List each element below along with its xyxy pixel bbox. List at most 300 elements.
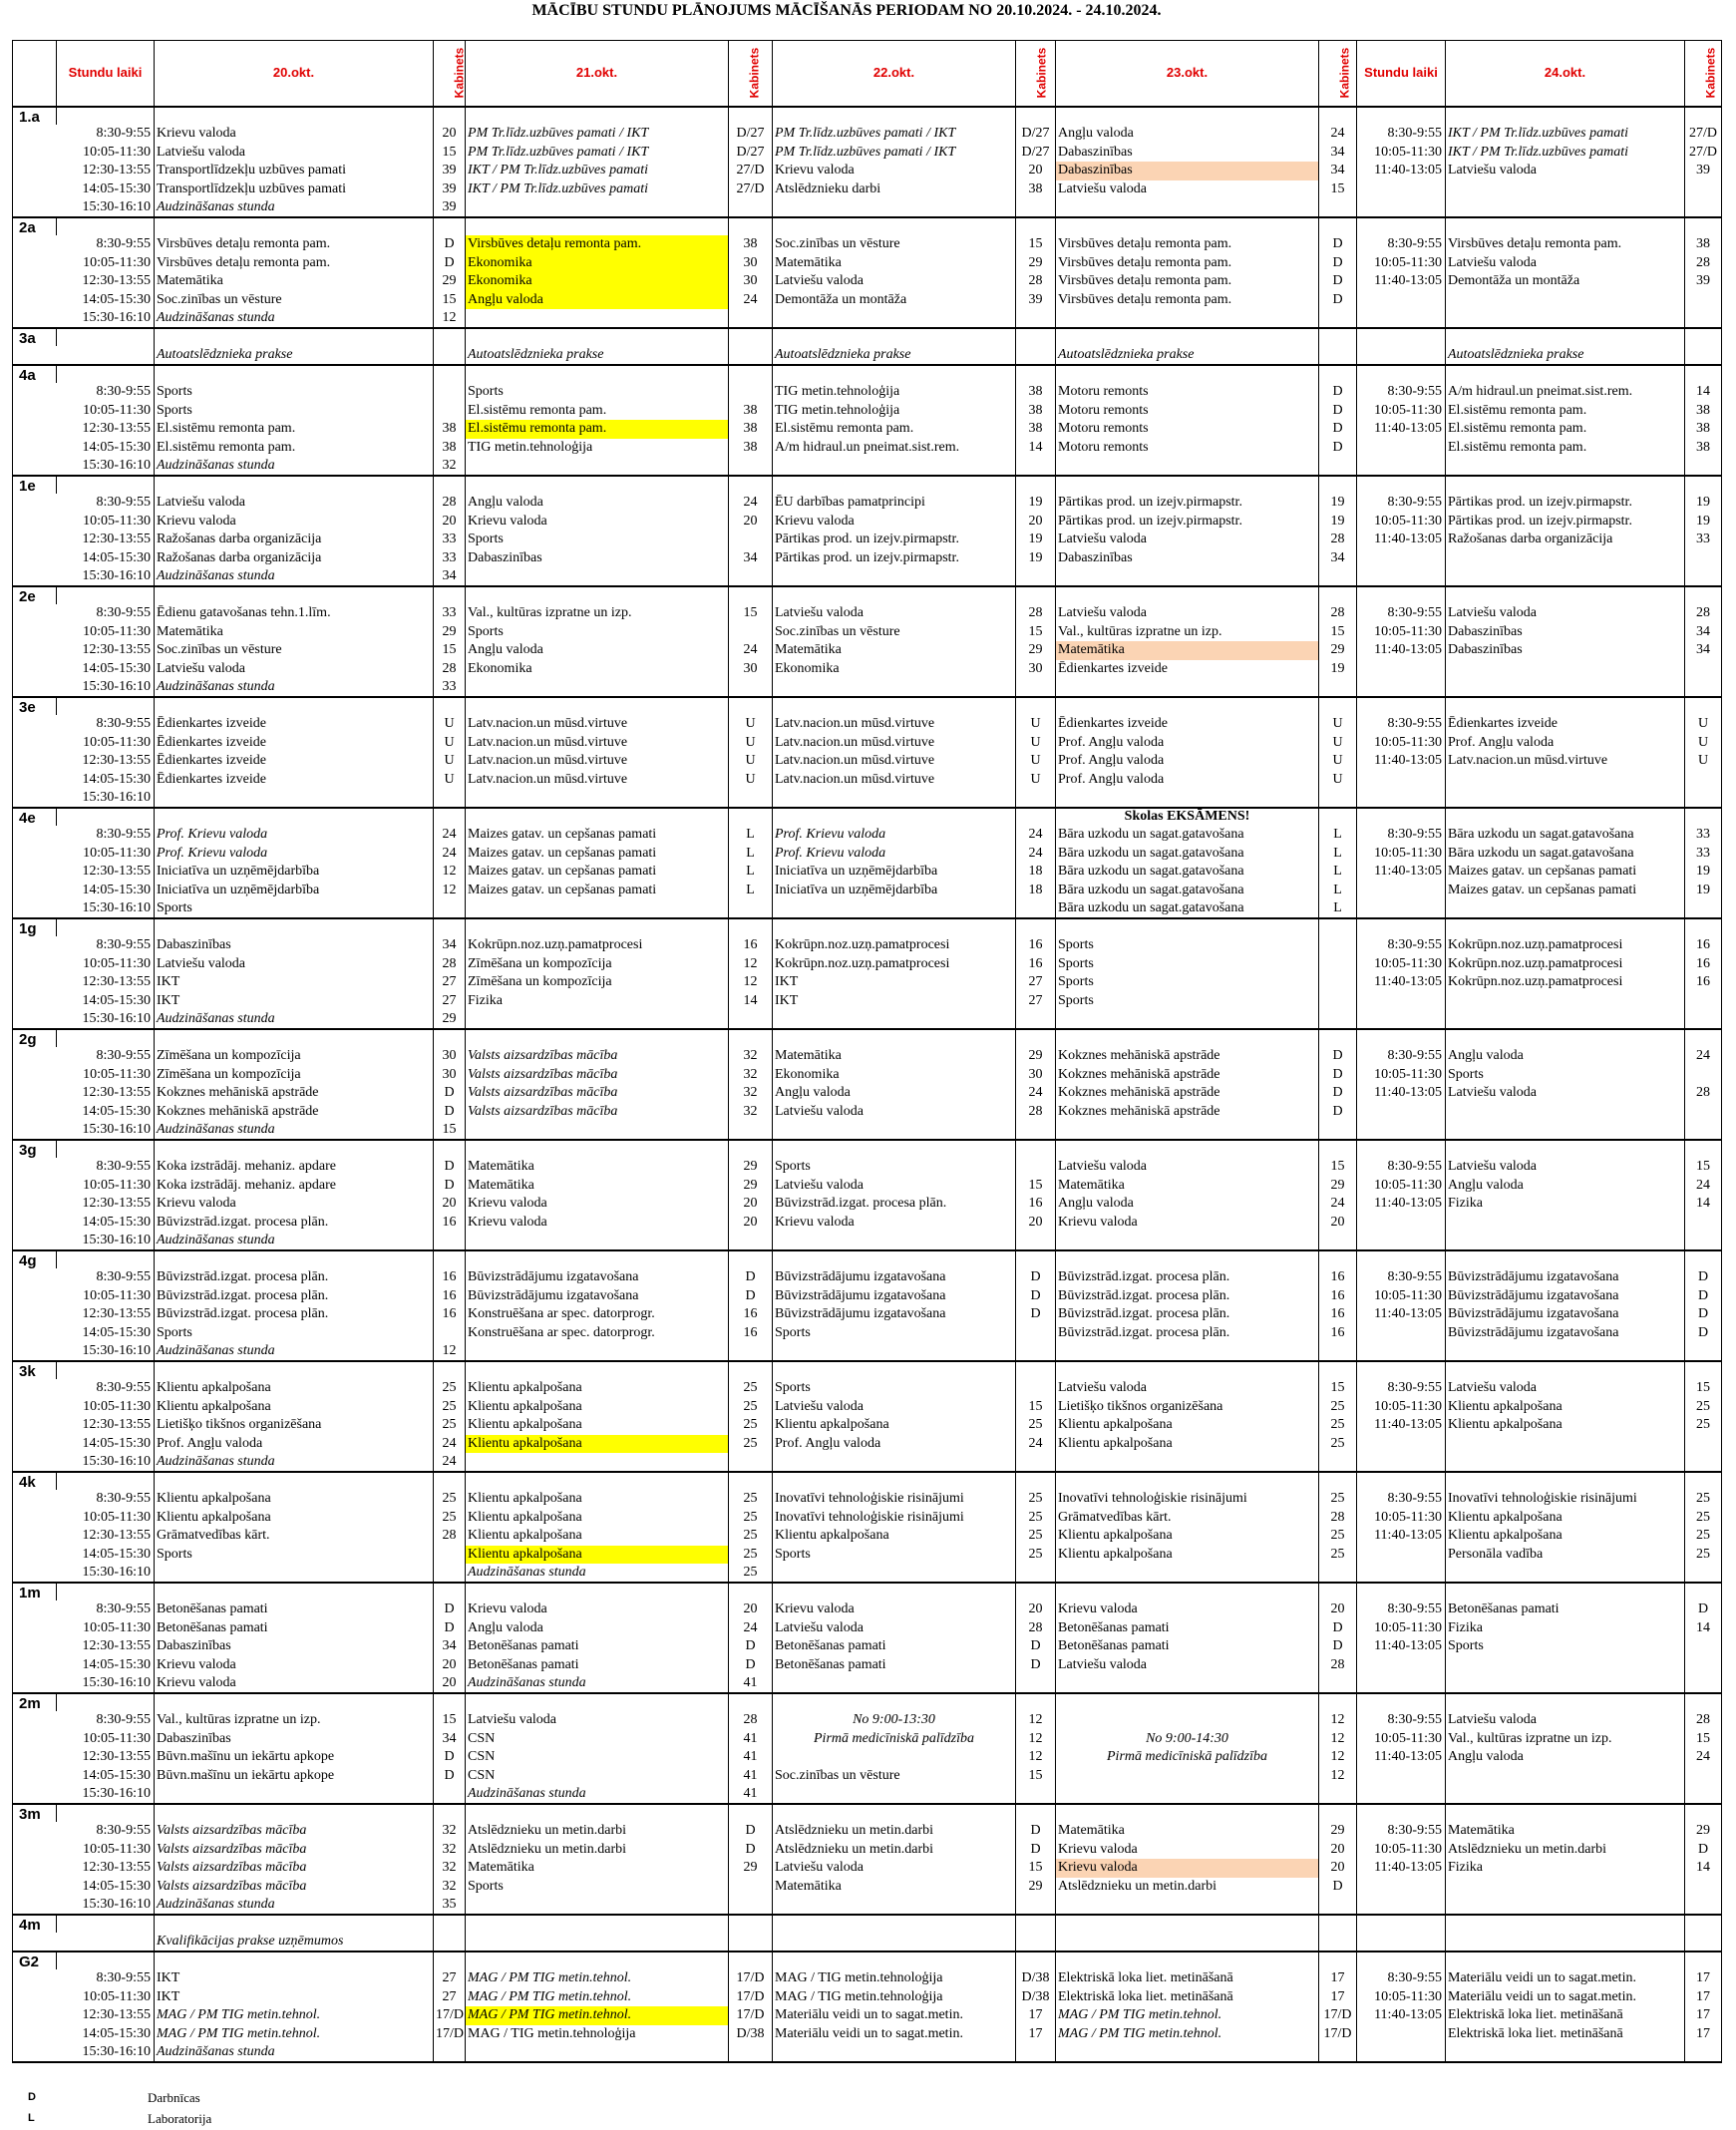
room-23-cell [1319, 1896, 1357, 1915]
group-header-cell [1357, 1472, 1446, 1491]
group-header-cell [1685, 1361, 1722, 1380]
group-spacer [13, 1047, 57, 1066]
room-20-cell: D [434, 1084, 466, 1103]
room-22-cell: 12 [1016, 1711, 1056, 1730]
group-header-cell [773, 328, 1016, 347]
room-22-cell: 24 [1016, 826, 1056, 845]
lesson-21-cell: MAG / PM TIG metin.tehnol. [466, 1969, 729, 1988]
lesson-20-cell: Valsts aizsardzības mācība [155, 1822, 434, 1841]
lesson-20-cell: Ēdienkartes izveide [155, 752, 434, 771]
lesson-24-cell: Maizes gatav. un cepšanas pamati [1446, 863, 1685, 882]
room-23-cell [1319, 457, 1357, 476]
room-22-cell: 27 [1016, 992, 1056, 1011]
lesson-23-cell: Bāra uzkodu un sagat.gatavošana [1056, 863, 1319, 882]
time-cell: 10:05-11:30 [57, 845, 155, 864]
time-cell: 10:05-11:30 [57, 1287, 155, 1306]
time-24-cell: 10:05-11:30 [1357, 144, 1446, 163]
group-header-cell [1056, 1693, 1319, 1712]
lesson-23-cell: Pārtikas prod. un izejv.pirmapstr. [1056, 513, 1319, 532]
room-22-cell: 28 [1016, 604, 1056, 623]
time-cell: 15:30-16:10 [57, 1232, 155, 1250]
lesson-24-cell: El.sistēmu remonta pam. [1446, 439, 1685, 458]
lesson-23-cell: No 9:00-14:30 [1056, 1730, 1319, 1749]
lesson-20-cell: Iniciatīva un uzņēmējdarbība [155, 863, 434, 882]
lesson-22-cell: MAG / TIG metin.tehnoloģija [773, 1988, 1016, 2007]
group-header-cell [1319, 1140, 1357, 1159]
room-24-cell: 15 [1685, 1158, 1722, 1177]
group-header-row [13, 1472, 1722, 1491]
lesson-23-cell: Bāra uzkodu un sagat.gatavošana [1056, 826, 1319, 845]
time-24-cell: 11:40-13:05 [1357, 162, 1446, 180]
room-24-cell [1685, 1878, 1722, 1897]
room-22-cell: 24 [1016, 1084, 1056, 1103]
lesson-20-cell: Būvizstrād.izgat. procesa plān. [155, 1214, 434, 1233]
lesson-22-cell [773, 198, 1016, 217]
time-24-cell [1357, 346, 1446, 365]
group-header-cell [434, 1915, 466, 1934]
room-22-cell: 15 [1016, 1859, 1056, 1878]
time-24-cell: 11:40-13:05 [1357, 420, 1446, 439]
lesson-22-cell: Krievu valoda [773, 1214, 1016, 1233]
lesson-21-cell: TIG metin.tehnoloģija [466, 439, 729, 458]
lesson-21-cell: Krievu valoda [466, 1600, 729, 1619]
room-22-cell: 28 [1016, 1619, 1056, 1638]
group-header-row [13, 328, 1722, 347]
time-24-cell: 11:40-13:05 [1357, 752, 1446, 771]
room-20-cell: 15 [434, 1711, 466, 1730]
lesson-22-cell [773, 1453, 1016, 1472]
legend-code: L [28, 2112, 35, 2124]
time-cell: 12:30-13:55 [57, 1748, 155, 1767]
room-22-cell: D [1016, 1305, 1056, 1324]
group-header-cell [1056, 1250, 1319, 1269]
lesson-22-cell: Latviešu valoda [773, 272, 1016, 291]
group-header-cell [1446, 365, 1685, 384]
room-23-cell [1319, 1933, 1357, 1952]
room-20-cell: 20 [434, 1674, 466, 1693]
group-spacer [13, 1490, 57, 1509]
time-cell: 8:30-9:55 [57, 1600, 155, 1619]
room-20-cell: 27 [434, 1969, 466, 1988]
lesson-24-cell: Klientu apkalpošana [1446, 1416, 1685, 1435]
lesson-20-cell: Prof. Angļu valoda [155, 1435, 434, 1454]
group-header-cell [1319, 107, 1357, 126]
group-header-cell [466, 918, 729, 937]
group-spacer [13, 1564, 57, 1583]
group-header-cell [729, 217, 773, 236]
schedule-row [13, 826, 1722, 845]
group-header-cell [466, 1693, 729, 1712]
lesson-22-cell: Materiālu veidi un to sagat.metin. [773, 2025, 1016, 2044]
lesson-22-cell: A/m hidraul.un pneimat.sist.rem. [773, 439, 1016, 458]
header-time-1: Stundu laiki [57, 41, 155, 107]
room-21-cell: 34 [729, 549, 773, 568]
room-21-cell: 24 [729, 641, 773, 660]
group-header-cell [773, 1361, 1016, 1380]
lesson-23-cell: Kokznes mehāniskā apstrāde [1056, 1103, 1319, 1122]
schedule-row [13, 1841, 1722, 1860]
group-header-cell [1685, 1583, 1722, 1601]
room-20-cell: 32 [434, 1878, 466, 1897]
room-21-cell: 27/D [729, 180, 773, 199]
room-22-cell: D [1016, 1268, 1056, 1287]
lesson-21-cell [466, 1453, 729, 1472]
group-header-cell [1357, 1952, 1446, 1970]
group-spacer [13, 1711, 57, 1730]
lesson-20-cell: Krievu valoda [155, 125, 434, 144]
lesson-21-cell: Zīmēšana un kompozīcija [466, 955, 729, 974]
room-24-cell: D [1685, 1600, 1722, 1619]
lesson-23-cell: Dabaszinības [1056, 144, 1319, 163]
room-21-cell [729, 198, 773, 217]
lesson-21-cell [466, 2043, 729, 2062]
group-header-cell [434, 1583, 466, 1601]
group-header-cell [155, 808, 434, 827]
lesson-22-cell: Matemātika [773, 1878, 1016, 1897]
group-header-cell [466, 1361, 729, 1380]
time-cell: 8:30-9:55 [57, 1490, 155, 1509]
lesson-20-cell: Kokznes mehāniskā apstrāde [155, 1103, 434, 1122]
lesson-20-cell: Virsbūves detaļu remonta pam. [155, 254, 434, 273]
room-22-cell: 18 [1016, 882, 1056, 900]
group-label: 4g [13, 1250, 57, 1269]
room-22-cell: 16 [1016, 936, 1056, 955]
room-21-cell: U [729, 715, 773, 734]
lesson-22-cell: Pārtikas prod. un izejv.pirmapstr. [773, 531, 1016, 549]
lesson-23-cell: Kokznes mehāniskā apstrāde [1056, 1084, 1319, 1103]
group-header-cell [434, 1952, 466, 1970]
lesson-20-cell: Audzināšanas stunda [155, 1342, 434, 1361]
room-23-cell: 19 [1319, 513, 1357, 532]
room-20-cell [434, 1564, 466, 1583]
time-24-cell [1357, 1656, 1446, 1675]
room-20-cell: 16 [434, 1305, 466, 1324]
time-24-cell: 8:30-9:55 [1357, 1822, 1446, 1841]
group-header-cell [1685, 1250, 1722, 1269]
lesson-24-cell: Latviešu valoda [1446, 1711, 1685, 1730]
room-24-cell: 19 [1685, 494, 1722, 513]
room-22-cell: U [1016, 734, 1056, 753]
room-24-cell: 27/D [1685, 125, 1722, 144]
room-24-cell [1685, 1066, 1722, 1085]
group-header-cell [434, 107, 466, 126]
room-24-cell: 29 [1685, 1822, 1722, 1841]
group-header-cell [155, 1804, 434, 1823]
room-21-cell: 38 [729, 420, 773, 439]
group-header-cell [466, 697, 729, 716]
lesson-20-cell: Grāmatvedības kārt. [155, 1527, 434, 1546]
time-24-cell [1357, 1435, 1446, 1454]
room-20-cell: 24 [434, 845, 466, 864]
group-spacer [13, 1232, 57, 1250]
room-20-cell: 15 [434, 144, 466, 163]
room-21-cell: 25 [729, 1490, 773, 1509]
lesson-20-cell: Audzināšanas stunda [155, 2043, 434, 2062]
room-22-cell: D/27 [1016, 125, 1056, 144]
group-spacer [13, 420, 57, 439]
group-label: 3k [13, 1361, 57, 1380]
time-cell: 15:30-16:10 [57, 309, 155, 328]
room-20-cell [434, 383, 466, 402]
group-spacer [13, 1859, 57, 1878]
room-21-cell: L [729, 826, 773, 845]
group-header-cell [729, 808, 773, 827]
time-24-cell: 10:05-11:30 [1357, 254, 1446, 273]
lesson-24-cell: Materiālu veidi un to sagat.metin. [1446, 1988, 1685, 2007]
lesson-21-cell: Angļu valoda [466, 494, 729, 513]
lesson-21-cell: Klientu apkalpošana [466, 1509, 729, 1528]
time-24-cell: 10:05-11:30 [1357, 1509, 1446, 1528]
room-20-cell: 33 [434, 678, 466, 697]
group-spacer [13, 513, 57, 532]
lesson-21-cell [466, 1010, 729, 1029]
time-cell: 12:30-13:55 [57, 1637, 155, 1656]
lesson-20-cell: Latviešu valoda [155, 660, 434, 679]
room-22-cell [1016, 1785, 1056, 1804]
time-24-cell: 11:40-13:05 [1357, 1195, 1446, 1214]
room-21-cell: 25 [729, 1398, 773, 1417]
group-header-cell [57, 1804, 155, 1823]
schedule-row [13, 973, 1722, 992]
room-24-cell [1685, 1453, 1722, 1472]
lesson-20-cell: Zīmēšana un kompozīcija [155, 1066, 434, 1085]
group-label: 1m [13, 1583, 57, 1601]
room-20-cell: 39 [434, 198, 466, 217]
room-20-cell: U [434, 715, 466, 734]
group-header-cell [1685, 697, 1722, 716]
group-spacer [13, 863, 57, 882]
lesson-21-cell: Betonēšanas pamati [466, 1637, 729, 1656]
time-cell: 14:05-15:30 [57, 439, 155, 458]
lesson-22-cell: Kokrūpn.noz.uzņ.pamatprocesi [773, 936, 1016, 955]
lesson-21-cell: Klientu apkalpošana [466, 1398, 729, 1417]
time-cell: 8:30-9:55 [57, 1822, 155, 1841]
time-24-cell: 11:40-13:05 [1357, 1527, 1446, 1546]
time-24-cell: 8:30-9:55 [1357, 1047, 1446, 1066]
lesson-20-cell [155, 789, 434, 808]
room-22-cell: 38 [1016, 420, 1056, 439]
room-23-cell: 28 [1319, 1656, 1357, 1675]
group-label: 1g [13, 918, 57, 937]
lesson-20-cell: Betonēšanas pamati [155, 1619, 434, 1638]
lesson-23-cell: Motoru remonts [1056, 439, 1319, 458]
group-spacer [13, 1896, 57, 1915]
room-21-cell [729, 678, 773, 697]
lesson-23-cell: Krievu valoda [1056, 1600, 1319, 1619]
lesson-21-cell [466, 1232, 729, 1250]
lesson-20-cell: Matemātika [155, 623, 434, 642]
group-spacer [13, 254, 57, 273]
room-24-cell: D [1685, 1305, 1722, 1324]
time-cell: 10:05-11:30 [57, 402, 155, 421]
room-21-cell [729, 1878, 773, 1897]
room-23-cell: D [1319, 1619, 1357, 1638]
group-header-cell [434, 808, 466, 827]
schedule-row [13, 882, 1722, 900]
room-21-cell: 25 [729, 1416, 773, 1435]
lesson-20-cell: Ēdienkartes izveide [155, 771, 434, 790]
time-24-cell: 11:40-13:05 [1357, 1084, 1446, 1103]
group-spacer [13, 734, 57, 753]
schedule-row [13, 734, 1722, 753]
lesson-23-cell: Kokznes mehāniskā apstrāde [1056, 1066, 1319, 1085]
room-21-cell: 20 [729, 1214, 773, 1233]
schedule-row [13, 180, 1722, 199]
time-24-cell: 11:40-13:05 [1357, 863, 1446, 882]
group-header-row [13, 1952, 1722, 1970]
time-cell: 15:30-16:10 [57, 1342, 155, 1361]
lesson-24-cell: Elektriskā loka liet. metināšanā [1446, 2025, 1685, 2044]
lesson-21-cell: Audzināšanas stunda [466, 1785, 729, 1804]
group-header-cell [1016, 1472, 1056, 1491]
room-24-cell [1685, 1103, 1722, 1122]
lesson-22-cell [773, 1232, 1016, 1250]
room-22-cell: 38 [1016, 402, 1056, 421]
room-23-cell: 15 [1319, 180, 1357, 199]
lesson-24-cell: Būvizstrādājumu izgatavošana [1446, 1268, 1685, 1287]
room-20-cell: 34 [434, 1637, 466, 1656]
lesson-24-cell [1446, 1785, 1685, 1804]
room-22-cell: 20 [1016, 162, 1056, 180]
time-24-cell [1357, 549, 1446, 568]
lesson-23-cell: Latviešu valoda [1056, 1656, 1319, 1675]
group-header-cell [466, 1952, 729, 1970]
room-22-cell [1016, 899, 1056, 918]
lesson-22-cell: No 9:00-13:30 [773, 1711, 1016, 1730]
lesson-24-cell: Bāra uzkodu un sagat.gatavošana [1446, 845, 1685, 864]
group-header-cell [1446, 697, 1685, 716]
lesson-24-cell [1446, 198, 1685, 217]
group-spacer [13, 162, 57, 180]
lesson-21-cell: Matemātika [466, 1158, 729, 1177]
group-spacer [13, 1066, 57, 1085]
room-24-cell: 25 [1685, 1398, 1722, 1417]
room-22-cell [1016, 1896, 1056, 1915]
schedule-row [13, 1785, 1722, 1804]
time-24-cell [1357, 992, 1446, 1011]
room-24-cell: 39 [1685, 162, 1722, 180]
exam-note: Skolas EKSĀMENS! [1056, 808, 1319, 827]
time-cell: 12:30-13:55 [57, 641, 155, 660]
group-spacer [13, 936, 57, 955]
lesson-22-cell: Ekonomika [773, 660, 1016, 679]
group-header-cell [1319, 476, 1357, 495]
lesson-23-cell: Krievu valoda [1056, 1859, 1319, 1878]
room-21-cell: 30 [729, 660, 773, 679]
legend-item [28, 2087, 211, 2108]
schedule-row [13, 1637, 1722, 1656]
room-22-cell: 17 [1016, 2006, 1056, 2025]
lesson-24-cell: Demontāža un montāža [1446, 272, 1685, 291]
room-23-cell: 25 [1319, 1416, 1357, 1435]
room-24-cell: 14 [1685, 1619, 1722, 1638]
group-spacer [13, 678, 57, 697]
group-header-cell [434, 1140, 466, 1159]
group-header-cell [434, 476, 466, 495]
room-21-cell: 16 [729, 1305, 773, 1324]
room-20-cell: D [434, 235, 466, 254]
room-23-cell: 16 [1319, 1287, 1357, 1306]
group-spacer [13, 180, 57, 199]
room-20-cell: D [434, 1177, 466, 1196]
room-20-cell: 17/D [434, 2025, 466, 2044]
room-23-cell: 16 [1319, 1268, 1357, 1287]
header-day-20: 20.okt. [155, 41, 434, 107]
lesson-24-cell: Materiālu veidi un to sagat.metin. [1446, 1969, 1685, 1988]
group-spacer [13, 1619, 57, 1638]
time-cell: 8:30-9:55 [57, 125, 155, 144]
lesson-23-cell [1056, 457, 1319, 476]
lesson-20-cell: Krievu valoda [155, 1674, 434, 1693]
room-23-cell: 25 [1319, 1398, 1357, 1417]
group-header-cell [773, 1472, 1016, 1491]
schedule-row [13, 1232, 1722, 1250]
time-24-cell: 10:05-11:30 [1357, 513, 1446, 532]
room-24-cell [1685, 346, 1722, 365]
room-21-cell: 25 [729, 1564, 773, 1583]
group-header-cell [57, 365, 155, 384]
time-cell: 12:30-13:55 [57, 2006, 155, 2025]
group-header-cell [1357, 217, 1446, 236]
lesson-22-cell: Latviešu valoda [773, 604, 1016, 623]
group-header-cell [773, 586, 1016, 605]
lesson-23-cell [1056, 567, 1319, 586]
group-header-cell [1685, 1472, 1722, 1491]
room-24-cell [1685, 1564, 1722, 1583]
room-24-cell: 25 [1685, 1509, 1722, 1528]
group-spacer [13, 1453, 57, 1472]
room-22-cell [1016, 1453, 1056, 1472]
header-room-4: Kabinets [1319, 41, 1357, 107]
room-21-cell: U [729, 752, 773, 771]
lesson-21-cell: Krievu valoda [466, 513, 729, 532]
lesson-22-cell [773, 678, 1016, 697]
room-24-cell [1685, 1656, 1722, 1675]
lesson-24-cell: Maizes gatav. un cepšanas pamati [1446, 882, 1685, 900]
legend-code: D [28, 2091, 36, 2103]
room-22-cell: D/27 [1016, 144, 1056, 163]
room-23-cell [1319, 198, 1357, 217]
time-cell: 8:30-9:55 [57, 715, 155, 734]
time-24-cell [1357, 1878, 1446, 1897]
room-20-cell: 33 [434, 531, 466, 549]
group-spacer [13, 899, 57, 918]
group-header-cell [434, 1693, 466, 1712]
lesson-23-cell: Būvizstrād.izgat. procesa plān. [1056, 1305, 1319, 1324]
group-spacer [13, 1527, 57, 1546]
room-23-cell: L [1319, 882, 1357, 900]
room-24-cell: 17 [1685, 1969, 1722, 1988]
schedule-row [13, 1933, 1722, 1952]
room-23-cell: 29 [1319, 1177, 1357, 1196]
room-21-cell: 41 [729, 1767, 773, 1786]
group-header-cell [57, 586, 155, 605]
room-20-cell: 35 [434, 1896, 466, 1915]
time-24-cell: 8:30-9:55 [1357, 1268, 1446, 1287]
time-cell: 10:05-11:30 [57, 254, 155, 273]
group-label: 3g [13, 1140, 57, 1159]
group-header-cell [1319, 1693, 1357, 1712]
schedule-row [13, 771, 1722, 790]
group-header-cell [1056, 697, 1319, 716]
lesson-21-cell: IKT / PM Tr.līdz.uzbūves pamati [466, 162, 729, 180]
schedule-row [13, 992, 1722, 1011]
lesson-22-cell: Būvizstrādājumu izgatavošana [773, 1305, 1016, 1324]
group-label: 4k [13, 1472, 57, 1491]
room-22-cell: D [1016, 1637, 1056, 1656]
room-22-cell: 24 [1016, 845, 1056, 864]
room-23-cell: 34 [1319, 549, 1357, 568]
